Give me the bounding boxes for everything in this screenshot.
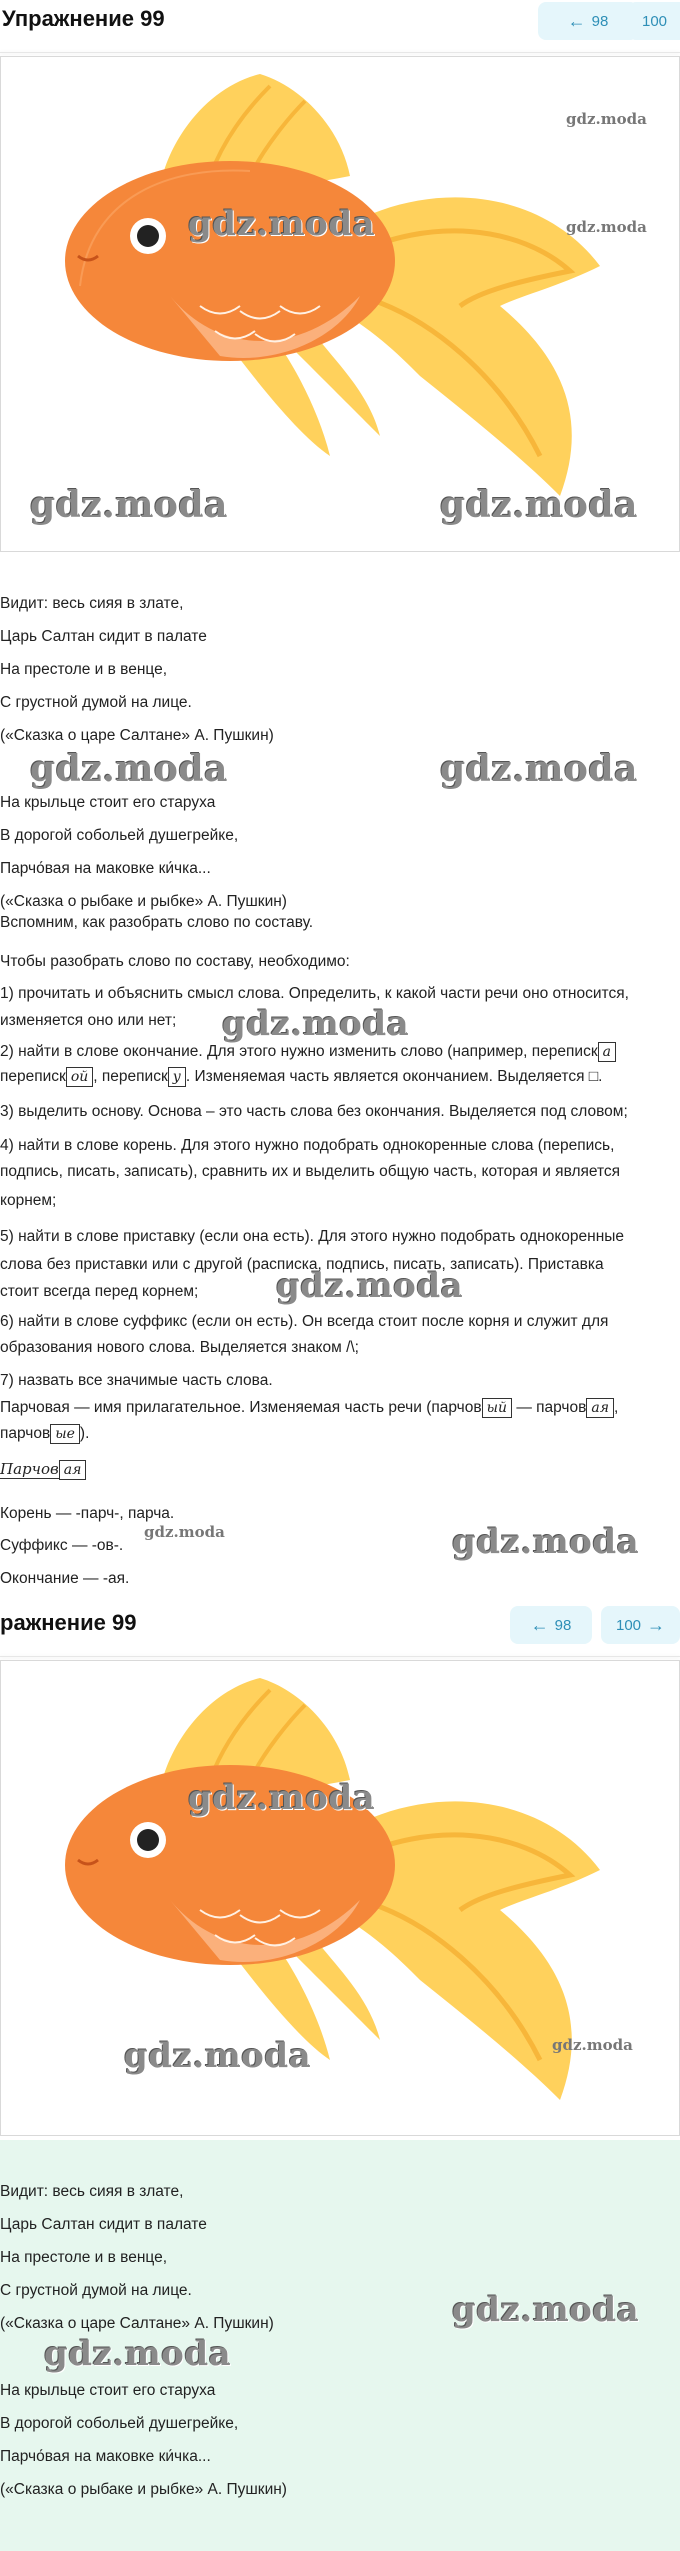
- poem-line: На престоле и в венце,: [0, 661, 168, 678]
- poem-line: С грустной думой на лице.: [0, 694, 192, 711]
- arrow-right-icon: →: [647, 1615, 666, 1635]
- second-header: [0, 1600, 680, 1652]
- next-exercise-button[interactable]: [601, 1606, 680, 1644]
- ending-box: ая: [59, 1460, 87, 1480]
- poem-line: Видит: весь сияя в злате,: [0, 595, 184, 612]
- word-stem: Парчов: [0, 1460, 59, 1478]
- word-analysis: [0, 1460, 86, 1480]
- prev-exercise-button[interactable]: [538, 2, 638, 40]
- step-5-cont: стоит всегда перед корнем;: [0, 1283, 199, 1300]
- step-6-cont: образования нового слова. Выделяется знаком /\;: [0, 1339, 359, 1356]
- step-5: 5) найти в слове приставку (если она есть). Для этого нужно подобрать однокоренные: [0, 1228, 625, 1245]
- poem-line: Царь Салтан сидит в палате: [0, 2216, 207, 2233]
- poem-line: Парчо́вая на маковке ки́чка...: [0, 860, 211, 877]
- watermark: gdz.moda: [188, 204, 376, 244]
- word: переписк: [0, 1068, 66, 1085]
- ending-box: ые: [50, 1424, 80, 1444]
- ending-line: Окончание — -ая.: [0, 1570, 130, 1587]
- prev-exercise-label: 98: [554, 1616, 572, 1634]
- page-title: ражнение 99: [0, 1610, 137, 1635]
- step-4-cont: корнем;: [0, 1192, 57, 1209]
- poem-line: С грустной думой на лице.: [0, 2282, 192, 2299]
- header-divider: [0, 1656, 680, 1657]
- watermark-small: gdz.moda: [144, 1523, 225, 1541]
- step-4-cont: подпись, писать, записать), сравнить их и выделить общую часть, которая и является: [0, 1163, 621, 1180]
- image-frame: [0, 56, 680, 552]
- poem-source: («Сказка о царе Салтане» А. Пушкин): [0, 2315, 274, 2332]
- image-frame: [0, 1660, 680, 2136]
- watermark: gdz.moda: [124, 2036, 312, 2076]
- watermark: gdz.moda: [44, 2334, 232, 2374]
- ending-box: ая: [586, 1398, 614, 1418]
- step-4: 4) найти в слове корень. Для этого нужно подобрать однокоренные слова (перепись,: [0, 1137, 615, 1154]
- text: ,: [613, 1399, 619, 1416]
- step-5-cont: слова без приставки или с другой (расписка, подпись, писать, записать). Приставка: [0, 1256, 604, 1273]
- next-exercise-button[interactable]: [628, 2, 680, 40]
- ending-box: а: [598, 1042, 616, 1062]
- root-line: Корень — -парч-, парча.: [0, 1505, 175, 1522]
- step-3: 3) выделить основу. Основа – это часть слова без окончания. Выделяется под словом;: [0, 1103, 628, 1120]
- header-divider: [0, 52, 680, 53]
- poem-line: В дорогой собольей душегрейке,: [0, 2415, 239, 2432]
- watermark-small: gdz.moda: [566, 218, 647, 236]
- arrow-left-icon: ←: [530, 1615, 549, 1635]
- arrow-left-icon: ←: [567, 11, 586, 31]
- step-2: [0, 1042, 616, 1062]
- watermark: gdz.moda: [452, 2290, 640, 2330]
- step-2-text: . Изменяемая часть является окончанием. Выделяется □.: [185, 1068, 603, 1085]
- watermark: gdz.moda: [222, 1004, 410, 1044]
- poem-line: В дорогой собольей душегрейке,: [0, 827, 239, 844]
- prev-exercise-button[interactable]: [510, 1606, 592, 1644]
- watermark: gdz.moda: [440, 748, 638, 790]
- watermark: gdz.moda: [452, 1522, 640, 1562]
- poem-line: Парчо́вая на маковке ки́чка...: [0, 2448, 211, 2465]
- text: — парчов: [512, 1399, 587, 1416]
- suffix-line: Суффикс — -ов-.: [0, 1537, 124, 1554]
- parchovaya-line: [0, 1398, 618, 1418]
- poem-line: На престоле и в венце,: [0, 2249, 168, 2266]
- poem-line: Видит: весь сияя в злате,: [0, 2183, 184, 2200]
- watermark: gdz.moda: [30, 484, 228, 526]
- text: Парчовая — имя прилагательное. Изменяемая часть речи (парчов: [0, 1399, 482, 1416]
- word: , переписк: [93, 1068, 168, 1085]
- poem-line: На крыльце стоит его старуха: [0, 794, 216, 811]
- analysis-need: Чтобы разобрать слово по составу, необходимо:: [0, 953, 350, 970]
- ending-box: у: [168, 1067, 186, 1087]
- watermark: gdz.moda: [30, 748, 228, 790]
- poem-source: («Сказка о рыбаке и рыбке» А. Пушкин): [0, 893, 287, 910]
- poem-source: («Сказка о рыбаке и рыбке» А. Пушкин): [0, 2481, 287, 2498]
- watermark: gdz.moda: [440, 484, 638, 526]
- poem-line: На крыльце стоит его старуха: [0, 2382, 216, 2399]
- text: парчов: [0, 1425, 51, 1442]
- ending-box: ый: [482, 1398, 512, 1418]
- watermark: gdz.moda: [276, 1266, 464, 1306]
- parchovaya-line-cont: [0, 1424, 89, 1444]
- step-2-cont: [0, 1067, 602, 1087]
- watermark: gdz.moda: [188, 1778, 376, 1818]
- next-exercise-label: 100: [642, 12, 668, 30]
- step-6: 6) найти в слове суффикс (если он есть). Он всегда стоит после корня и служит для: [0, 1313, 609, 1330]
- top-header: [0, 0, 680, 52]
- poem-line: Царь Салтан сидит в палате: [0, 628, 207, 645]
- step-1-cont: изменяется оно или нет;: [0, 1012, 177, 1029]
- prev-exercise-label: 98: [591, 12, 609, 30]
- watermark-small: gdz.moda: [566, 110, 647, 128]
- step-1: 1) прочитать и объяснить смысл слова. Определить, к какой части речи оно относится,: [0, 985, 629, 1002]
- poem-source: («Сказка о царе Салтане» А. Пушкин): [0, 727, 274, 744]
- next-exercise-label: 100: [615, 1616, 642, 1634]
- text: ).: [79, 1425, 90, 1442]
- ending-box: ой: [66, 1067, 93, 1087]
- analysis-intro: Вспомним, как разобрать слово по составу.: [0, 914, 314, 931]
- step-2-text: 2) найти в слове окончание. Для этого нужно изменить слово (например, переписк: [0, 1043, 598, 1060]
- page-title: Упражнение 99: [2, 6, 165, 31]
- step-7: 7) назвать все значимые часть слова.: [0, 1372, 273, 1389]
- watermark-small: gdz.moda: [552, 2036, 633, 2054]
